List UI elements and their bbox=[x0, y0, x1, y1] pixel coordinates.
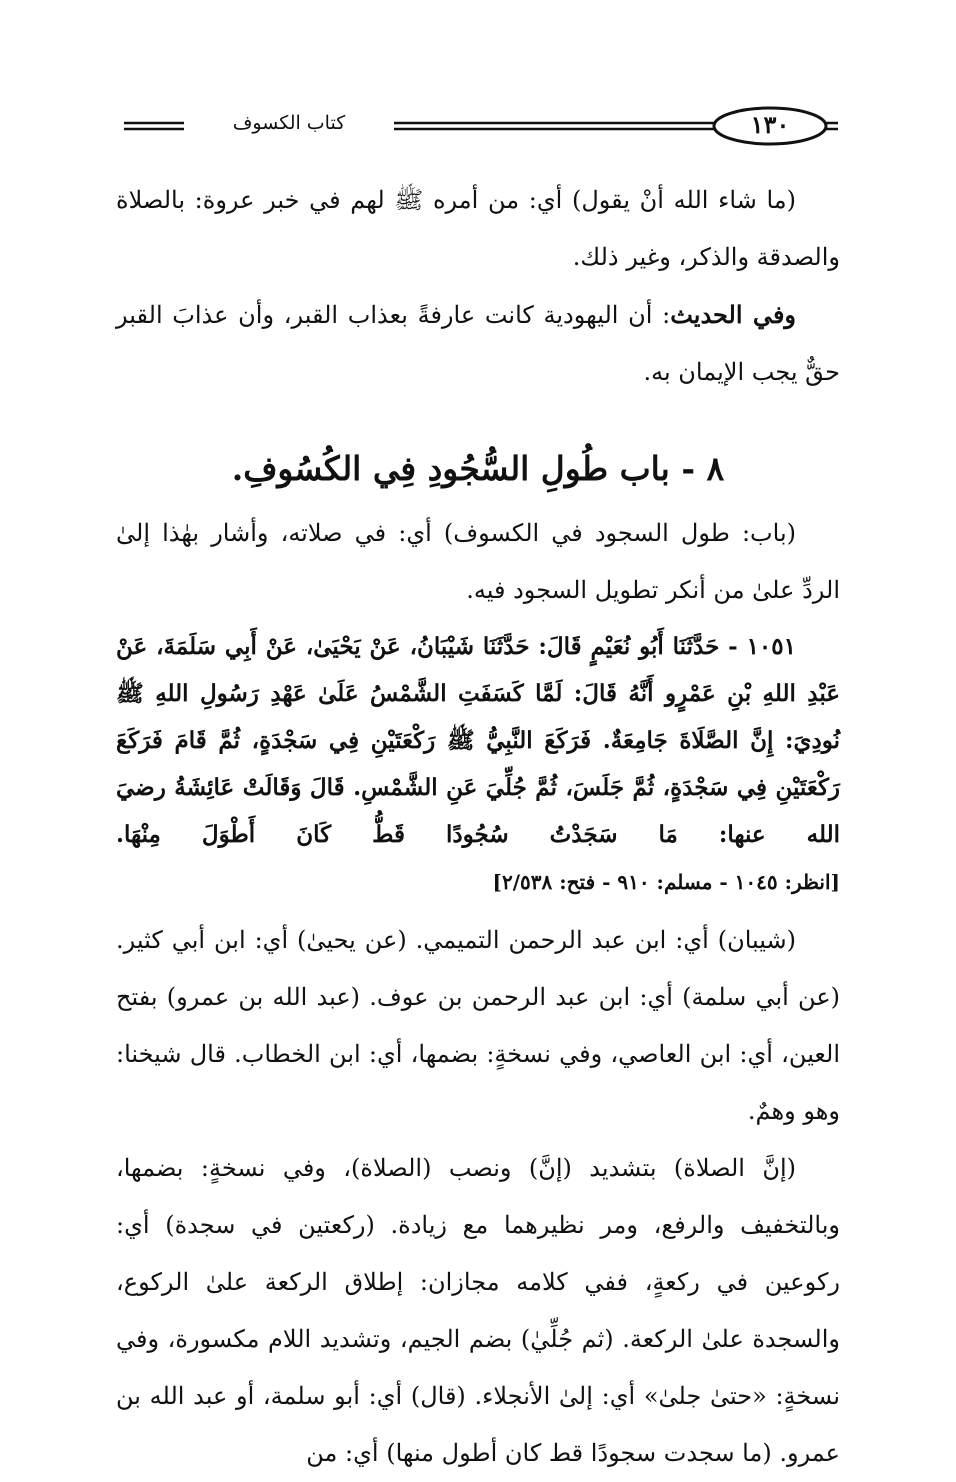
commentary-paragraph: (شيبان) أي: ابن عبد الرحمن التميمي. (عن يحيىٰ) أي: ابن أبي كثير. (عن أبي سلمة) أي: ابن عبد الرحمن بن عوف. (عبد الله بن عمرو) بفتح العين، أي: ابن العاصي، وفي نسخةٍ: بضمها، أي: ابن الخطاب. قال شيخنا: وهو وهمٌ. bbox=[116, 926, 840, 1125]
page-content bbox=[116, 172, 840, 1482]
chapter-heading: ٨ - باب طُولِ السُّجُودِ فِي الكُسُوفِ. bbox=[231, 449, 725, 488]
hadith-body: ١٠٥١ - حَدَّثَنَا أَبُو نُعَيْمٍ قَالَ: حَدَّثَنَا شَيْبَانُ، عَنْ يَحْيَىٰ، عَنْ أَبِي سَلَمَةَ، عَنْ عَبْدِ اللهِ بْنِ عَمْرٍو أَنَّهُ قَالَ: لَمَّا كَسَفَتِ الشَّمْسُ عَلَىٰ عَهْدِ رَسُولِ اللهِ ﷺ نُودِيَ: إِنَّ الصَّلَاةَ جَامِعَةٌ. فَرَكَعَ النَّبِيُّ ﷺ رَكْعَتَيْنِ فِي سَجْدَةٍ، ثُمَّ قَامَ فَرَكَعَ رَكْعَتَيْنِ فِي سَجْدَةٍ، ثُمَّ جَلَسَ، ثُمَّ جُلِّيَ عَنِ الشَّمْسِ. قَالَ وَقَالَتْ عَائِشَةُ رضيَ الله عنها: مَا سَجَدْتُ سُجُودًا قَطُّ كَانَ أَطْوَلَ مِنْهَا. bbox=[116, 633, 840, 848]
hadith-reference: [انظر: ١٠٤٥ - مسلم: ٩١٠ - فتح: ٢/٥٣٨] bbox=[492, 870, 840, 894]
hadith-lesson-paragraph bbox=[116, 286, 840, 401]
page-header bbox=[118, 104, 840, 150]
page-number: ١٣٠ bbox=[750, 110, 790, 139]
lesson-text: : أن اليهودية كانت عارفةً بعذاب القبر، وأن عذابَ القبر حقٌّ يجب الإيمان به. bbox=[116, 301, 840, 386]
commentary-paragraph: (إنَّ الصلاة) بتشديد (إنَّ) ونصب (الصلاة)، وفي نسخةٍ: بضمها، وبالتخفيف والرفع، ومر نظيرهما مع زيادة. (ركعتين في سجدة) أي: ركوعين في ركعةٍ، ففي كلامه مجازان: إطلاق الركعة علىٰ الركوع، والسجدة علىٰ الركعة. (ثم جُلِّيٰ) بضم الجيم، وتشديد اللام مكسورة، وفي نسخةٍ: «حتىٰ جلىٰ» أي: إلىٰ الأنجلاء. (قال) أي: أبو سلمة، أو عبد الله بن عمرو. (ما سجدت سجودًا قط كان أطول منها) أي: من bbox=[116, 1154, 840, 1467]
lesson-label: وفي الحديث bbox=[670, 300, 797, 329]
explanation-paragraph: (ما شاء الله أنْ يقول) أي: من أمره ﷺ لهم في خبر عروة: بالصلاة والصدقة والذكر، وغير ذلك. bbox=[116, 186, 840, 271]
book-title: كتاب الكسوف bbox=[184, 108, 394, 138]
chapter-explanation: (باب: طول السجود في الكسوف) أي: في صلاته، وأشار بهٰذا إلىٰ الردِّ علىٰ من أنكر تطويل السجود فيه. bbox=[116, 519, 840, 604]
hadith-text bbox=[116, 623, 840, 906]
